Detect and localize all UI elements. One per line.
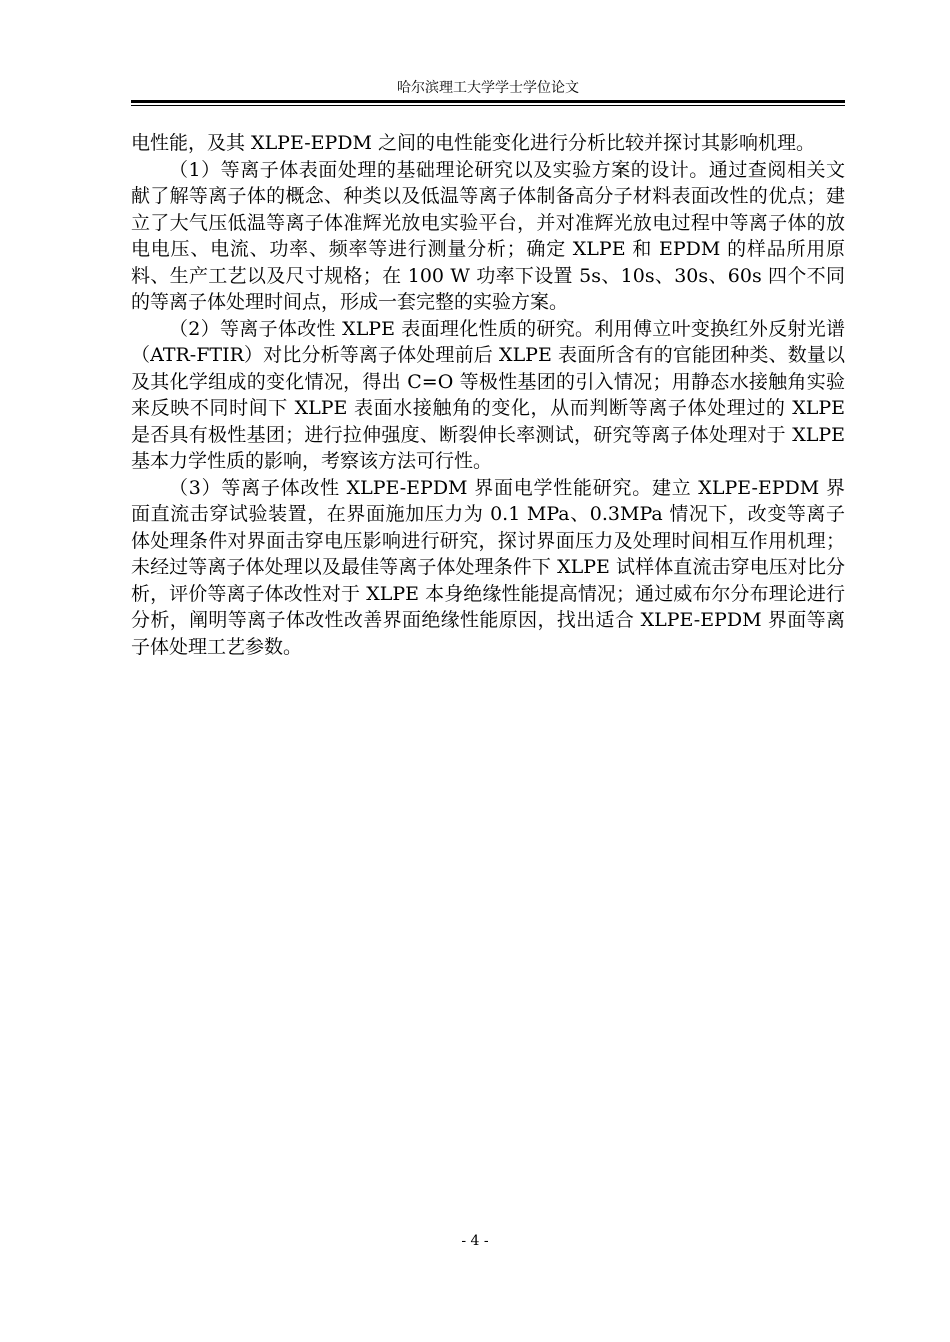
page-number: - 4 - — [461, 1233, 489, 1249]
paragraph-item-1: （1）等离子体表面处理的基础理论研究以及实验方案的设计。通过查阅相关文献了解等离子体的概念、种类以及低温等离子体制备高分子材料表面改性的优点；建立了大气压低温等离子体准辉光放电实验平台，并对准辉光放电过程中等离子体的放电电压、电流、功率、频率等进行测量分析；确定 XLPE 和 EPDM 的样品所用原料、生产工艺以及尺寸规格；在 100 W 功率下设置 5s、10s、30s、60s 四个不同的等离子体处理时间点，形成一套完整的实验方案。 — [131, 158, 845, 313]
body-text — [131, 130, 845, 660]
header-rule-thin — [131, 105, 845, 106]
paragraph-item-3: （3）等离子体改性 XLPE-EPDM 界面电学性能研究。建立 XLPE-EPDM 界面直流击穿试验装置，在界面施加压力为 0.1 MPa、0.3MPa 情况下，改变等离子体处理条件对界面击穿电压影响进行研究，探讨界面压力及处理时间相互作用机理；未经过等离子体处理以及最佳等离子体处理条件下 XLPE 试样体直流击穿电压对比分析，评价等离子体改性对于 XLPE 本身绝缘性能提高情况；通过威布尔分布理论进行分析，阐明等离子体改性改善界面绝缘性能原因，找出适合 XLPE-EPDM 界面等离子体处理工艺参数。 — [131, 476, 845, 658]
paragraph-item-2: （2）等离子体改性 XLPE 表面理化性质的研究。利用傅立叶变换红外反射光谱（ATR-FTIR）对比分析等离子体处理前后 XLPE 表面所含有的官能团种类、数量以及其化学组成的变化情况，得出 C=O 等极性基团的引入情况；用静态水接触角实验来反映不同时间下 XLPE 表面水接触角的变化，从而判断等离子体处理过的 XLPE 是否具有极性基团；进行拉伸强度、断裂伸长率测试，研究等离子体处理对于 XLPE 基本力学性质的影响，考察该方法可行性。 — [131, 317, 845, 472]
page-header-title: 哈尔滨理工大学学士学位论文 — [397, 80, 579, 96]
paragraph-continuation: 电性能，及其 XLPE-EPDM 之间的电性能变化进行分析比较并探讨其影响机理。 — [131, 132, 815, 154]
header-rule-thick — [131, 100, 845, 103]
